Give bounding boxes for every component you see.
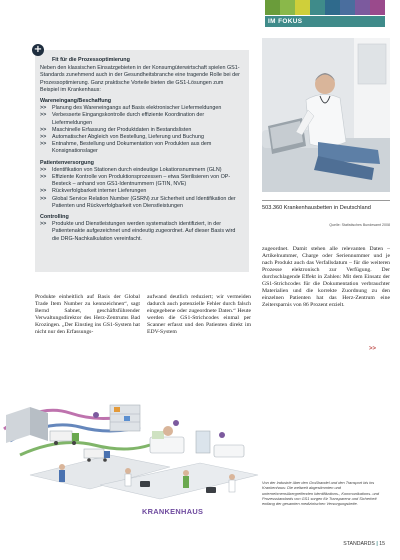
list-item: >> Automatischer Abgleich von Bestellung, Lieferung und Buchung (40, 134, 204, 141)
arrow-icon: >> (40, 188, 47, 195)
info-box-intro: Neben den klassischen Einsatzgebieten in der Konsumgüterwirtschaft spielen GS1-Standards zunehmend auch in der Gesundheitsbranche eine tragende Rolle bei der Prozessoptimierung. Ganz praktische Vorteile bieten die GS1-Lösungen zum Beispiel im Krankenhaus: (40, 65, 240, 93)
color-square-7 (355, 0, 370, 15)
list-item: >> Entnahme, Bestellung und Dokumentation von Produkten aus dem Konsignationslager (40, 141, 212, 155)
info-box (35, 50, 249, 272)
list-item: >> Effiziente Kontrolle von Produktionsprozessen – etwa Sterilisieren von OP-Besteck – anhand von GS1-Identnummern (GTIN, NVE) (40, 174, 231, 188)
caption-divider (262, 200, 390, 201)
plus-icon: + (33, 44, 43, 55)
arrow-icon: >> (40, 195, 47, 202)
color-square-3 (295, 0, 310, 15)
section-title-patient-care: Patientenversorgung (40, 159, 94, 166)
section-label: IM FOKUS (265, 16, 385, 27)
controlling-list (40, 221, 243, 243)
color-square-2 (280, 0, 295, 15)
arrow-icon: >> (40, 141, 47, 148)
text-column-1: Produkte einheitlich auf Basis der Global Trade Item Number zu kennzeichnen“, sagt Bernd Sabnet, geschäftsführender Verwaltungsdirektor des Herz-Zentrums Bad Krozingen. „Der Einstieg ins GS1-System hat nicht nur den Erfassungs- (35, 294, 140, 336)
list-item: >> Produkte und Dienstleistungen werden systematisch identifiziert, in der Patientenakte aufgezeichnet und eindeutig zugeordnet. Auf dieser Basis wird die DRG-Nachkalkulation vereinfacht. (40, 221, 236, 242)
section-title-controlling: Controlling (40, 214, 69, 221)
list-item: >> Verbesserte Eingangskontrolle durch effiziente Koordination der Liefermeldungen (40, 112, 205, 126)
color-square-6 (340, 0, 355, 15)
footer-label: STANDARDS (343, 541, 375, 547)
arrow-icon: >> (40, 174, 47, 181)
list-item: >> Rückverfolgbarkeit interner Lieferungen (40, 188, 147, 195)
diagram-label: KRANKENHAUS (142, 507, 204, 516)
color-square-8 (370, 0, 385, 15)
list-item: >> Global Service Relation Number (GSRN) zur Sicherheit und Identifikation der Patienten und Rückverfolgbarkeit von Dienstleistungen (40, 195, 236, 209)
arrow-icon: >> (40, 126, 47, 133)
color-square-4 (310, 0, 325, 15)
photo-source: Quelle: Statistisches Bundesamt 2008 (329, 223, 390, 227)
list-item: >> Planung des Wareneingangs auf Basis elektronischer Liefermeldungen (40, 105, 222, 112)
diagram-caption: Von der Industrie über den Großhandel und den Transport bis ins Krankenhaus: Die weltweit abgestimmten und unternehmensübergreifenden Identifikations-, Kommunikations- und Prozessstandards von GS1 sorgen für Transparenz und Sicherheit entlang der gesamten medizinischen Versorgungskette. (262, 480, 380, 507)
photo-caption: 503.360 Krankenhausbetten in Deutschland (262, 205, 371, 211)
arrow-icon: >> (40, 221, 47, 228)
color-square-5 (325, 0, 340, 15)
list-item: >> Identifikation von Stationen durch eindeutige Lokationsnummern (GLN) (40, 166, 222, 173)
arrow-icon: >> (40, 105, 47, 112)
arrow-icon: >> (40, 134, 47, 141)
text-column-2: aufwand deutlich reduziert; wir vermeiden dadurch auch potenzielle Fehler durch falsch eingegebene oder zugeordnete Daten.“ Heute werden die GS1-Strichcodes einmal per Scanner erfasst und den Patienten direkt im EDV-System (147, 294, 251, 336)
footer-separator: | (376, 541, 378, 547)
text-column-3: zugeordnet. Damit stehen alle relevanten Daten – Artikelnummer, Charge oder Seriennummer und je nach Produkt auch das Verfallsdatum – für die weiteren Prozesse elektronisch zur Verfügung. Der durchschlagende Effekt in Zahlen: Mit dem Einsatz der GS1-Strichcodes für die Dokumentation verbrauchter Materialien und die korrekte Zuordnung zu den einzelnen Patienten hat das Herz-Zentrum eine Zeitersparnis von 86 Prozent erzielt. (262, 246, 390, 309)
arrow-icon: >> (40, 112, 47, 119)
section-title-procurement: Wareneingang/Beschaffung (40, 98, 112, 105)
color-square-1 (265, 0, 280, 15)
page-number: 15 (379, 541, 385, 547)
doctor-photo (262, 38, 390, 192)
arrow-icon: >> (40, 166, 47, 173)
info-box-heading: Fit für die Prozessoptimierung (52, 57, 130, 63)
more-arrow-icon[interactable]: >> (369, 346, 377, 352)
doctor-illustration (262, 38, 390, 192)
procurement-list (40, 105, 243, 155)
list-item: >> Maschinelle Erfassung der Produktdaten in Bestandslisten (40, 126, 192, 133)
supply-chain-illustration (0, 375, 262, 520)
page-footer (343, 541, 385, 547)
patient-care-list (40, 167, 243, 210)
